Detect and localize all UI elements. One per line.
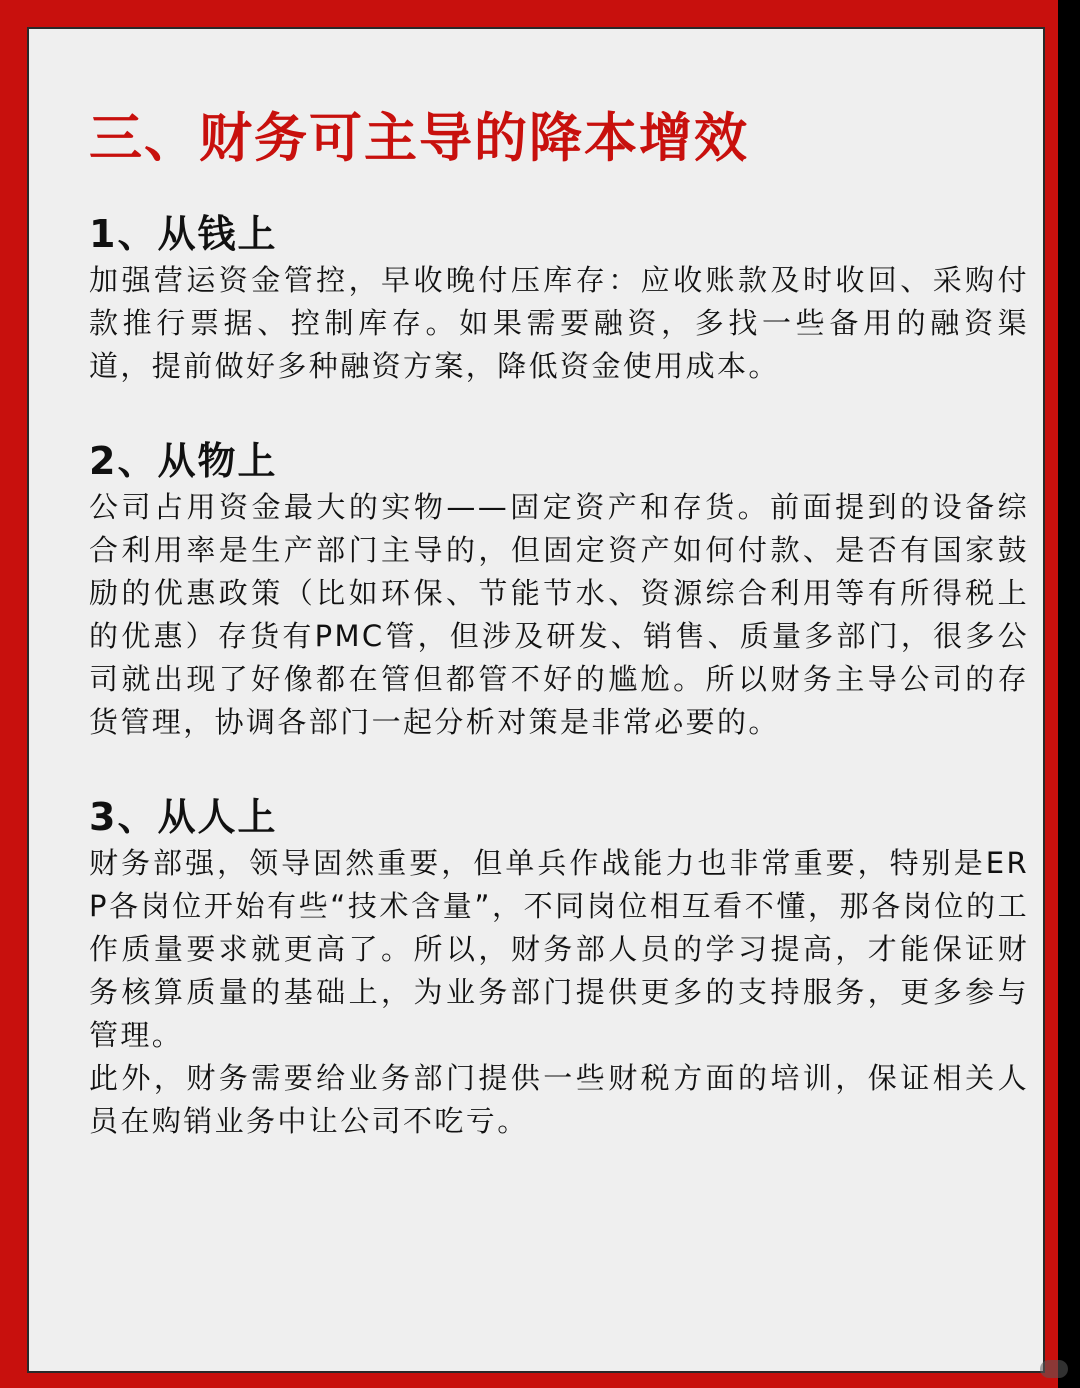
section-heading-people: 3、从人上 — [89, 795, 278, 839]
section-paragraph-assets: 公司占用资金最大的实物——固定资产和存货。前面提到的设备综合利用率是生产部门主导的，但固定资产如何付款、是否有国家鼓励的优惠政策（比如环保、节能节水、资源综合利用等有所得税上的优惠）存货有PMC管，但涉及研发、销售、质量多部门，很多公司就出现了好像都在管但都管不好的尴尬。所以财务主导公司的存货管理，协调各部门一起分析对策是非常必要的。 — [89, 490, 1029, 739]
watermark-badge — [1040, 1360, 1068, 1378]
section-paragraph-training: 此外，财务需要给业务部门提供一些财税方面的培训，保证相关人员在购销业务中让公司不吃亏。 — [89, 1061, 1029, 1138]
article-content — [89, 99, 1029, 1143]
content-card — [27, 27, 1045, 1373]
section-paragraph-money: 加强营运资金管控，早收晚付压库存：应收账款及时收回、采购付款推行票据、控制库存。如果需要融资，多找一些备用的融资渠道，提前做好多种融资方案，降低资金使用成本。 — [89, 263, 1029, 383]
section-heading-money: 1、从钱上 — [89, 212, 278, 256]
page-title: 三、财务可主导的降本增效 — [89, 108, 749, 169]
section-paragraph-people: 财务部强，领导固然重要，但单兵作战能力也非常重要，特别是ERP各岗位开始有些“技术含量”，不同岗位相互看不懂，那各岗位的工作质量要求就更高了。所以，财务部人员的学习提高，才能保证财务核算质量的基础上，为业务部门提供更多的支持服务，更多参与管理。 — [89, 846, 1029, 1052]
right-edge-strip — [1058, 0, 1080, 1388]
section-heading-assets: 2、从物上 — [89, 439, 278, 483]
